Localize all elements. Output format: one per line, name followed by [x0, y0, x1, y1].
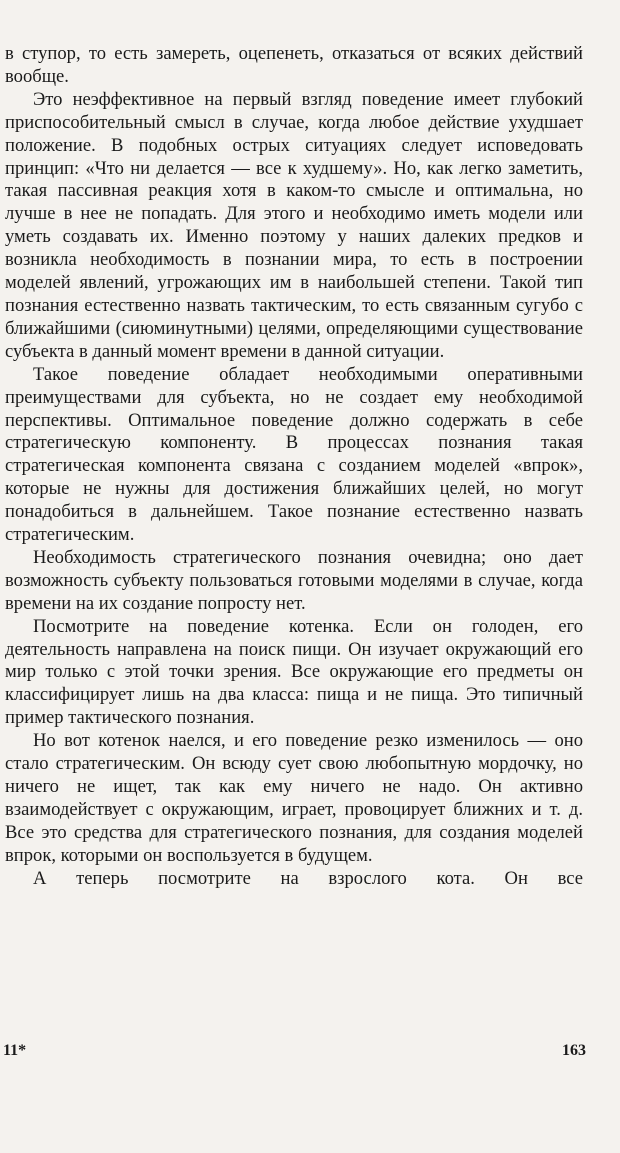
- signature-mark: 11*: [3, 1042, 27, 1059]
- paragraph: Такое поведение обладает необходимыми оперативными преимуществами для субъекта, но не создает ему необходимой перспективы. Оптимальное поведение должно содержать в себе стратегическую компоненту. В процессах познания такая стратегическая компонента связана с созданием моделей «впрок», которые не нужны для достижения ближайших целей, но могут понадобиться в дальнейшем. Такое познание естественно назвать стратегическим.: [5, 363, 583, 546]
- page-number: 163: [562, 1042, 586, 1059]
- body-text: [5, 43, 583, 891]
- paragraph-continued: в ступор, то есть замереть, оцепенеть, отказаться от всяких действий вообще.: [5, 43, 583, 87]
- paragraph: Необходимость стратегического познания очевидна; оно дает возможность субъекту пользоваться готовыми моделями в случае, когда времени на их создание попросту нет.: [5, 546, 583, 614]
- paragraph: Но вот котенок наелся, и его поведение резко изменилось — оно стало стратегическим. Он всюду сует свою любопытную мордочку, но ничего не ищет, так как ему ничего не надо. Он активно взаимодействует с окружающим, играет, провоцирует ближних и т. д. Все это средства для стратегического познания, для создания моделей впрок, которыми он воспользуется в будущем.: [5, 730, 583, 866]
- paragraph: Это неэффективное на первый взгляд поведение имеет глубокий приспособительный смысл в случае, когда любое действие ухудшает положение. В подобных острых ситуациях следует исповедовать принцип: «Что ни делается — все к худшему». Но, как легко заметить, такая пассивная реакция хотя в каком-то смысле и оптимальна, но лучше в нее не попадать. Для этого и необходимо иметь модели или уметь создавать их. Именно поэтому у наших далеких предков и возникла необходимость в познании мира, то есть в построении моделей явлений, угрожающих им в наибольшей степени. Такой тип познания естественно назвать тактическим, то есть связанным сугубо с ближайшими (сиюминутными) целями, определяющими существование субъекта в данный момент времени в данной ситуации.: [5, 88, 583, 362]
- paragraph-last: А теперь посмотрите на взрослого кота. Он все: [33, 867, 583, 889]
- paragraph: Посмотрите на поведение котенка. Если он голоден, его деятельность направлена на поиск пищи. Он изучает окружающий его мир только с этой точки зрения. Все окружающие его предметы он классифицирует лишь на два класса: пища и не пища. Это типичный пример тактического познания.: [5, 615, 583, 729]
